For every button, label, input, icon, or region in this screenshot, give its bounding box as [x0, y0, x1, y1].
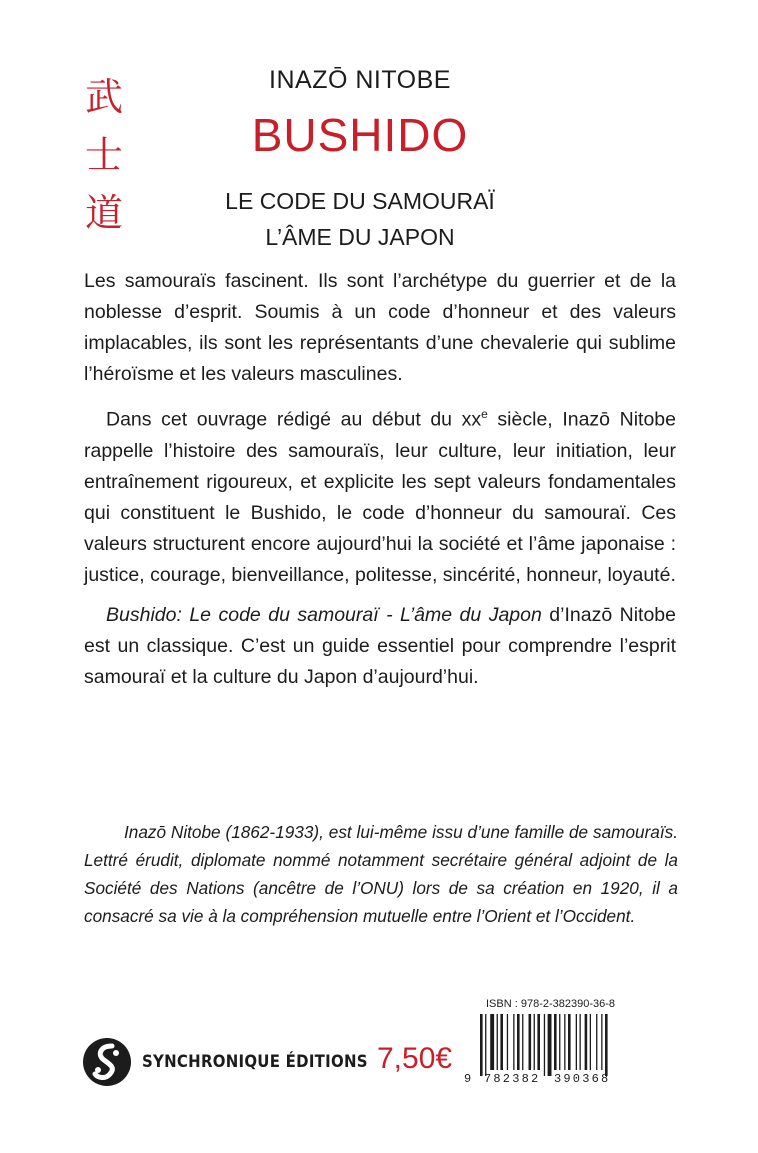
barcode-bar — [596, 1014, 597, 1070]
paragraph-3-rest: d’Inazō Nitobe est un classique. C’est un guide essentiel pour comprendre l’esprit samouraï et la culture du Japon d’aujourd’hui. — [84, 603, 676, 688]
barcode-bar — [537, 1014, 540, 1070]
barcode-bar — [507, 1014, 508, 1070]
paragraph-2-start: Dans cet ouvrage rédigé au début du xx — [106, 408, 482, 431]
barcode-bar — [605, 1014, 608, 1076]
isbn-label: ISBN : 978-2-382390-36-8 — [486, 998, 616, 1010]
author-name: INAZŌ NITOBE — [269, 66, 451, 94]
barcode-bar — [576, 1014, 577, 1070]
book-title: BUSHIDO — [251, 109, 469, 161]
barcode-bar — [568, 1014, 571, 1070]
barcode-bar — [534, 1014, 535, 1070]
barcode-digits-right: 390368 — [554, 1072, 611, 1086]
barcode-bar — [529, 1014, 532, 1070]
barcode-bar — [517, 1014, 520, 1070]
publisher-logo — [82, 1037, 399, 1087]
paragraph-1: Les samouraïs fascinent. Ils sont l’archétype du guerrier et de la noblesse d’esprit. Soumis à un code d’honneur et des valeurs implacables, ils sont les représentants d’une chevalerie qui sublime l’héroïsme et les valeurs masculines. — [84, 270, 676, 385]
kanji-do: 道 — [84, 191, 123, 235]
barcode-bar — [590, 1014, 591, 1070]
barcode-bar — [585, 1014, 588, 1070]
kanji-column — [82, 68, 126, 242]
paragraph-2 — [84, 399, 676, 591]
kanji-bu: 武 — [84, 75, 123, 119]
barcode-bar — [601, 1014, 602, 1070]
barcode-bar — [497, 1014, 498, 1070]
isbn-barcode-block — [462, 998, 632, 1096]
barcode-bar — [554, 1014, 557, 1070]
barcode-bar — [485, 1014, 486, 1076]
synchronique-logo-icon — [82, 1037, 132, 1087]
barcode-bar — [548, 1014, 552, 1076]
barcode-bar — [500, 1014, 503, 1070]
paragraph-3-book-title: Bushido: Le code du samouraï - L’âme du Japon — [106, 603, 542, 626]
barcode-bar — [522, 1014, 523, 1070]
publisher-name: SYNCHRONIQUE ÉDITIONS — [142, 1052, 368, 1072]
paragraph-2-rest: siècle, Inazō Nitobe rappelle l’histoire des samouraïs, leur culture, leur initiation, leur entraînement rigoureux, et explicite les sept valeurs fondamentales qui constituent le Bushido, le code d’honneur du samouraï. Ces valeurs structurent encore aujourd’hui la société et l’âme japonaise : justice, courage, bienveillance, politesse, sincérité, honneur, loyauté. — [84, 408, 676, 586]
barcode-bar — [513, 1014, 514, 1070]
barcode-bar — [559, 1014, 560, 1070]
price: 7,50€ — [377, 1042, 453, 1075]
barcode — [476, 1014, 626, 1076]
author-bio: Inazō Nitobe (1862-1933), est lui-même issu d’une famille de samouraïs. Lettré érudit, diplomate nommé notamment secrétaire général adjoint de la Société des Nations (ancêtre de l’ONU) lors de sa création en 1920, il a consacré sa vie à la compréhension mutuelle entre l’Orient et l’Occident. — [84, 822, 678, 926]
subtitle-line-1: LE CODE DU SAMOURAÏ — [225, 188, 495, 214]
barcode-bar — [480, 1014, 483, 1076]
century-superscript: e — [481, 407, 488, 421]
subtitle-line-2: L’ÂME DU JAPON — [265, 224, 455, 250]
description — [84, 266, 676, 702]
barcode-bar — [490, 1014, 494, 1070]
barcode-bar — [544, 1014, 545, 1076]
barcode-digit-first: 9 — [464, 1072, 472, 1086]
paragraph-3 — [84, 600, 676, 693]
barcode-bar — [564, 1014, 565, 1070]
barcode-bar — [580, 1014, 581, 1070]
subtitle — [150, 183, 570, 255]
kanji-shi: 士 — [84, 133, 123, 177]
barcode-digits-left: 782382 — [484, 1072, 541, 1086]
